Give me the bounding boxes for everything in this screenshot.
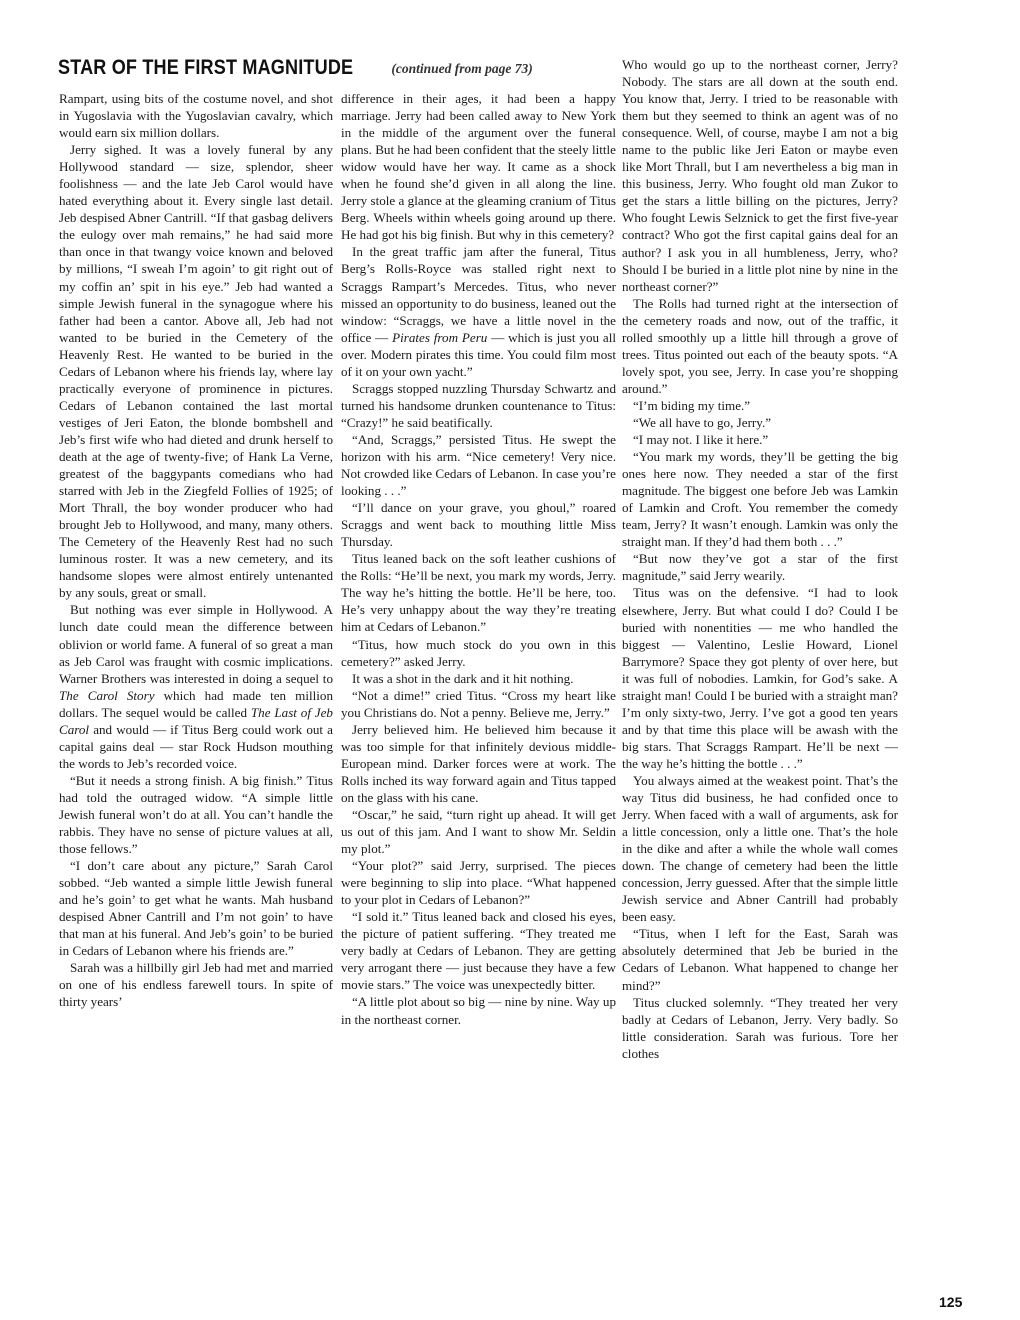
body-paragraph: “Oscar,” he said, “turn right up ahead. It will get us out of this jam. And I want to show Mr. Seldin my plot.”: [341, 806, 616, 857]
article-title: STAR OF THE FIRST MAGNITUDE: [58, 56, 354, 79]
body-paragraph: “But now they’ve got a star of the first magnitude,” said Jerry wearily.: [622, 551, 898, 584]
text-column-1: [59, 90, 333, 1011]
body-paragraph: “I may not. I like it here.”: [633, 432, 769, 448]
body-paragraph: “You mark my words, they’ll be getting the big ones here now. They needed a star of the first magnitude. The biggest one before Jeb was Lamkin of Lamkin and Croft. You remember the comedy team, Jerry? It wasn’t enough. Lamkin was only the straight man. If they’d had them both . . .”: [622, 449, 898, 550]
body-paragraph: “Your plot?” said Jerry, surprised. The pieces were beginning to slip into place. “What happened to your plot in Cedars of Lebanon?”: [341, 858, 616, 908]
body-paragraph: “We all have to go, Jerry.”: [633, 414, 772, 430]
body-paragraph: Jerry believed him. He believed him because it was too simple for that infinitely devious middle-European mind. Darker forces were at work. The Rolls inched its way forward again and Titus tapped on the glass with his cane.: [341, 721, 616, 805]
body-paragraph: Who would go up to the northeast corner, Jerry? Nobody. The stars are all down at the south end. You know that, Jerry. I tried to be reasonable with them but they seemed to think an agent was of no consequence. Well, of course, maybe I am not a big name to the public like Jeri Eaton or maybe even like Mort Thrall, but I am nevertheless a big man in this business, Jerry. Who fought old man Zukor to get the stars a little billing on the pictures, Jerry? Who fought Lewis Selznick to get the first five-year contract? Who got the first capital gains deal for an author? I ask you in all humbleness, Jerry, who? Should I be buried in a little plot nine by nine in the northeast corner?”: [622, 57, 898, 294]
body-paragraph: difference in their ages, it had been a happy marriage. Jerry had been called away to New York in the middle of the argument over the funeral plans. But he had been confident that the steely little widow would have her way. It came as a shock when he found she’d given in all along the line. Jerry stole a glance at the gleaming cranium of Titus Berg. Wheels within wheels going around up there. He had got his big finish. But why in this cemetery?: [341, 91, 616, 243]
text-column-3: [622, 56, 898, 1062]
body-paragraph: Scraggs stopped nuzzling Thursday Schwartz and turned his handsome drunken countenance to Titus: “Crazy!” he said beatifically.: [341, 380, 616, 430]
body-paragraph: “I don’t care about any picture,” Sarah Carol sobbed. “Jeb wanted a simple little Jewish funeral and he’s goin’ to get what he wants. Mah husband despised Abner Cantrill and I’m not goin’ to have that man at his funeral. And Jeb’s goin’ to be buried in Cedars of Lebanon where his friends are.”: [59, 858, 333, 959]
page-number: 125: [939, 1294, 963, 1310]
body-paragraph: Titus was on the defensive. “I had to look elsewhere, Jerry. But what could I do? Could I be buried with nonentities — me who handled the biggest — Valentino, Leslie Howard, Lionel Barrymore? Space they got plenty of over here, but it was full of nobodies. Lamkin, for God’s sake. A straight man! Could I be buried with a straight man? I’m only sixty-two, Jerry. I’ve got a good ten years and by that time this place will be awash with the big stars. That Scraggs Rampart. He’ll be next — the way he’s hitting the bottle . . .”: [622, 585, 898, 771]
body-paragraph: “A little plot about so big — nine by nine. Way up in the northeast corner.: [341, 994, 616, 1027]
body-paragraph: Sarah was a hillbilly girl Jeb had met and married on one of his endless farewell tours. In spite of thirty years’: [59, 960, 333, 1010]
body-paragraph: Titus clucked solemnly. “They treated her very badly at Cedars of Lebanon, Jerry. Very badly. So little consideration. Sarah was furious. Tore her clothes: [622, 994, 898, 1061]
body-paragraph: “I’m biding my time.”: [633, 397, 751, 413]
body-paragraph: But nothing was ever simple in Hollywood. A lunch date could mean the difference between oblivion or world fame. A funeral of so great a man as Jeb Carol was fraught with cosmic implications. Warner Brothers was interested in doing a sequel to The Carol Story which had made ten million dollars. The sequel would be called The Last of Jeb Carol and would — if Titus Berg could work out a capital gains deal — star Rock Hudson mouthing the words to Jeb’s recorded voice.: [59, 602, 333, 771]
body-paragraph: It was a shot in the dark and it hit nothing.: [352, 670, 574, 686]
text-column-2: [341, 90, 616, 1028]
body-paragraph: Rampart, using bits of the costume novel, and shot in Yugoslavia with the Yugoslavian cavalry, which would earn six million dollars.: [59, 91, 333, 141]
article-headline: [58, 56, 533, 80]
body-paragraph: You always aimed at the weakest point. That’s the way Titus did business, he had confided once to Jerry. When faced with a wall of arguments, ask for a little concession, only a little one. That’s the hole in the dike and after a while the whole wall comes down. The change of cemetery had been the little concession, Jerry guessed. After that the simple little Jewish service and Abner Cantrill had probably been easy.: [622, 772, 898, 925]
body-paragraph: “And, Scraggs,” persisted Titus. He swept the horizon with his arm. “Nice cemetery! Very nice. Not crowded like Cedars of Lebanon. In case you’re looking . . .”: [341, 431, 616, 499]
continued-note: (continued from page 73): [391, 61, 533, 76]
body-paragraph: Titus leaned back on the soft leather cushions of the Rolls: “He’ll be next, you mark my words, Jerry. The way he’s hitting the bottle. He’ll be here, too. He’s very unhappy about the way they’re treating him at Cedars of Lebanon.”: [341, 551, 616, 635]
body-paragraph: The Rolls had turned right at the intersection of the cemetery roads and now, out of the traffic, it rolled smoothly up a little hill through a grove of trees. Titus pointed out each of the beauty spots. “A lovely spot, you see, Jerry. In case you’re shopping around.”: [622, 295, 898, 396]
body-paragraph: “I’ll dance on your grave, you ghoul,” roared Scraggs and went back to mouthing little Miss Thursday.: [341, 500, 616, 550]
body-paragraph: Jerry sighed. It was a lovely funeral by any Hollywood standard — size, splendor, sheer foolishness — and the late Jeb Carol would have hated everything about it. Every single last detail. Jeb despised Abner Cantrill. “If that gasbag delivers the eulogy over mah remains,” he had said more than once in that twangy voice known and beloved by millions, “I sweah I’m agoin’ to git right out of my coffin an’ spit in his eye.” Jeb had wanted a simple Jewish funeral in the synagogue where his father had been a cantor. Above all, Jeb had not wanted to be buried in the Cemetery of the Heavenly Rest. He wanted to be buried in the Cedars of Lebanon where his friends lay, where lay practically everyone of prominence in pictures. Cedars of Lebanon contained the last mortal vestiges of Jeri Eaton, the blonde bombshell and Jeb’s first wife who had dieted and drunk herself to death at the age of twenty-five; of Hank La Verne, greatest of the baggypants comedians who had starred with Jeb in the Ziegfeld Follies of 1925; of Mort Thrall, the boy wonder producer who had brought Jeb to Hollywood, and many, many others. The Cemetery of the Heavenly Rest had no such luminous roster. It was a new cemetery, and its handsome slopes were almost entirely untenanted by any souls, great or small.: [59, 142, 333, 601]
body-paragraph: “Titus, when I left for the East, Sarah was absolutely determined that Jeb be buried in the Cedars of Lebanon. What happened to change her mind?”: [622, 926, 898, 993]
body-paragraph: “But it needs a strong finish. A big finish.” Titus had told the outraged widow. “A simple little Jewish funeral won’t do at all. You can’t handle the rabbis. They have no sense of picture values at all, those fellows.”: [59, 772, 333, 857]
body-paragraph: “I sold it.” Titus leaned back and closed his eyes, the picture of patient suffering. “They treated me very badly at Cedars of Lebanon. They are getting very arrogant there — just because they have a few movie stars.” The voice was unexpectedly bitter.: [341, 909, 616, 993]
body-paragraph: “Not a dime!” cried Titus. “Cross my heart like you Christians do. Not a penny. Believe me, Jerry.”: [341, 687, 616, 720]
body-paragraph: “Titus, how much stock do you own in this cemetery?” asked Jerry.: [341, 636, 616, 669]
body-paragraph: In the great traffic jam after the funeral, Titus Berg’s Rolls-Royce was stalled right next to Scraggs Rampart’s Mercedes. Titus, who never missed an opportunity to do business, leaned out the window: “Scraggs, we have a little novel in the office — Pirates from Peru — which is just you all over. Modern pirates this time. You could film most of it on your own yacht.”: [341, 244, 616, 379]
